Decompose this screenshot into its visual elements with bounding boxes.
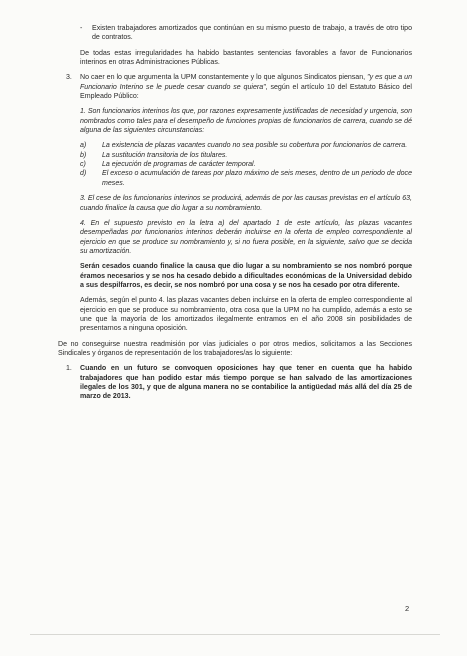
bullet-item [58, 24, 412, 43]
item-1-text: Cuando en un futuro se convoquen oposiciones hay que tener en cuenta que ha habido trabajadores que han podido estar más tiempo porque se han salvado de las amortizaciones ilegales de los 301, y que de alguna manera no se contabilice la antigüedad más allá del día 25 de marzo de 2013. [80, 365, 412, 401]
numbered-item-1 [58, 364, 412, 401]
list-letter: d) [80, 170, 87, 178]
article-paragraph-4: 4. En el supuesto previsto en la letra a) del apartado 1 de este artículo, las plazas vacantes desempeñadas por funcionarios interinos deberán incluirse en la oferta de empleo correspondiente al ejercicio en que se produce su nombramiento y, si no fuera posible, en la siguiente, salvo que se decida su amortización. [80, 219, 412, 255]
numbered-item-3 [58, 73, 412, 101]
circumstances-list [80, 141, 412, 188]
paragraph-solicitamos: De no conseguirse nuestra readmisión por vías judiciales o por otros medios, solicitamos a las Secciones Sindicales y órganos de representación de los trabajadores/as lo siguiente: [58, 340, 412, 357]
article-paragraph-1: 1. Son funcionarios interinos los que, por razones expresamente justificadas de necesidad y urgencia, son nombrados como tales para el desempeño de funciones propias de funcionarios de carrera, cuando se dé alguna de las siguientes circunstancias: [80, 108, 412, 135]
footer-divider [30, 634, 440, 635]
list-text: La sustitución transitoria de los titulares. [102, 151, 228, 159]
list-item [80, 160, 412, 169]
paragraph-irregularidades: De todas estas irregularidades ha habido bastantes sentencias favorables a favor de Funcionarios interinos en otras Administraciones Públicas. [80, 49, 412, 67]
list-letter: a) [80, 142, 87, 150]
list-letter: c) [80, 161, 86, 169]
list-letter: b) [80, 151, 87, 159]
document-body [58, 24, 412, 408]
intro-quote: "y es que a un Funcionario Interino se le puede cesar cuando se quiera" [80, 74, 412, 91]
list-text: La ejecución de programas de carácter temporal. [102, 161, 256, 169]
bullet-mark: - [80, 25, 83, 32]
item-number: 1. [66, 365, 72, 373]
intro-text-b: , según el artículo 10 del Estatuto Básico del Empleado Público: [80, 83, 412, 101]
bold-statement: Serán cesados cuando finalice la causa que dio lugar a su nombramiento se nos nombró porque éramos necesarios y se nos ha cesado debido a dificultades económicas de la Universidad debido a sus despilfarros, es decir, se nos nombró por una cosa y se nos ha cesado por otra diferente. [80, 263, 412, 289]
bullet-text: Existen trabajadores amortizados que continúan en su mismo puesto de trabajo, a través de otro tipo de contratos. [92, 25, 412, 42]
list-item [80, 169, 412, 188]
article-paragraph-3: 3. El cese de los funcionarios interinos se producirá, además de por las causas previstas en el artículo 63, cuando finalice la causa que dio lugar a su nombramiento. [80, 195, 412, 212]
list-item [80, 141, 412, 150]
intro-text-a: No caer en lo que argumenta la UPM constantemente y lo que algunos Sindicatos piensan, [80, 74, 368, 82]
paragraph-ademas: Además, según el punto 4. las plazas vacantes deben incluirse en la oferta de empleo correspondiente al ejercicio en que se produce su nombramiento, otra cosa que la UPM no ha cumplido, además a esto se une que la mayoría de los amortizados ilegalmente entramos en el año 2008 sin posibilidades de presentarnos a ninguna oposición. [80, 297, 412, 333]
list-text: El exceso o acumulación de tareas por plazo máximo de seis meses, dentro de un periodo de doce meses. [102, 170, 412, 187]
item-number: 3. [66, 74, 72, 82]
item-3-body [58, 107, 412, 333]
list-item [80, 151, 412, 160]
page-number: 2 [405, 604, 410, 613]
item-3-intro [80, 73, 412, 101]
list-text: La existencia de plazas vacantes cuando no sea posible su cobertura por funcionarios de carrera. [102, 142, 408, 150]
